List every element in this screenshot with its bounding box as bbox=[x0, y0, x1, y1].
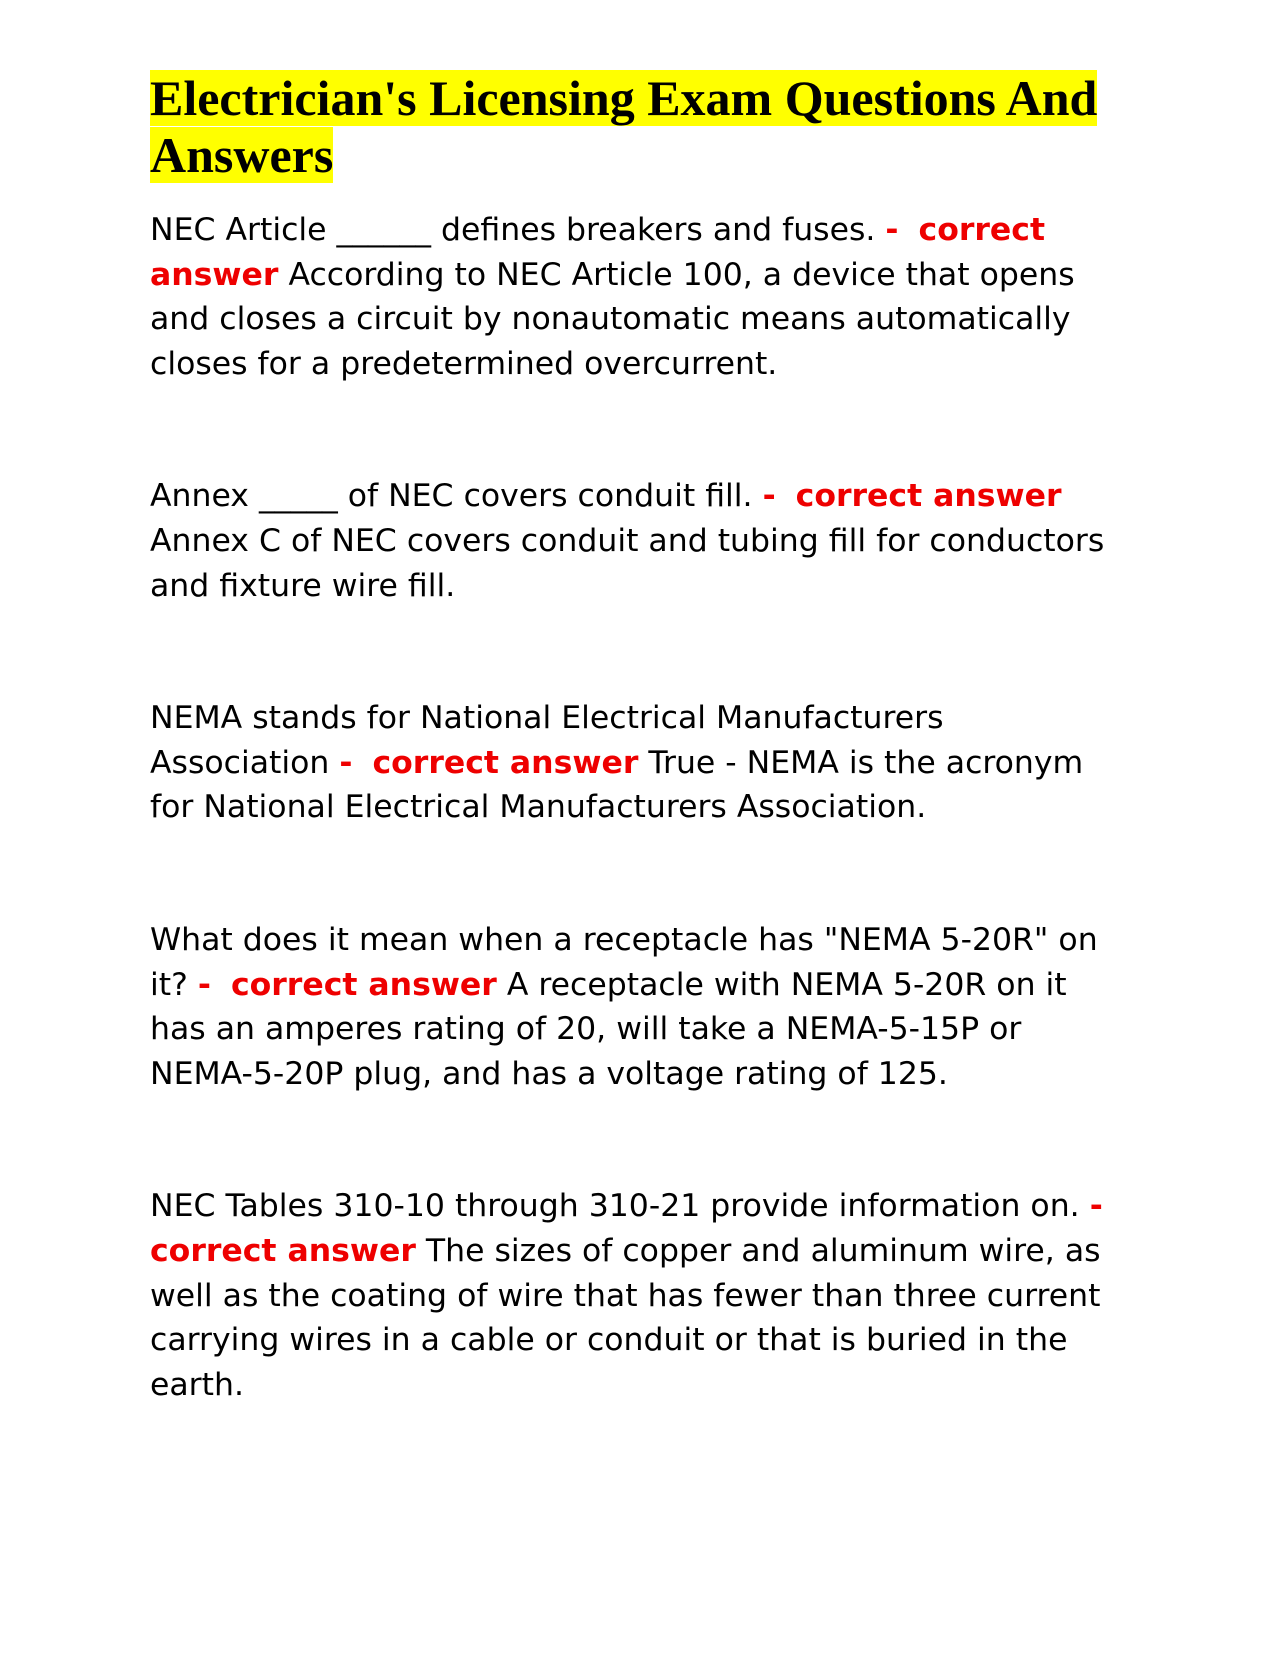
correct-answer-label: correct answer bbox=[230, 966, 497, 1003]
qa-item bbox=[150, 696, 1130, 830]
correct-answer-label: correct answer bbox=[150, 212, 1046, 293]
document-title bbox=[150, 70, 1130, 184]
answer-separator: - bbox=[762, 478, 776, 515]
answer-separator: - bbox=[1089, 1188, 1103, 1225]
answer-text: Annex C of NEC covers conduit and tubing fill for conductors and fixture wire fill. bbox=[150, 522, 1105, 604]
answer-separator: - bbox=[339, 744, 353, 781]
question-text: What does it mean when a receptacle has "NEMA 5-20R" on it? bbox=[150, 921, 1098, 1003]
answer-text: True - NEMA is the acronym for National Electrical Manufacturers Association. bbox=[150, 744, 1084, 826]
document-title-text: Electrician's Licensing Exam Questions And Answers bbox=[150, 70, 1098, 183]
answer-separator: - bbox=[885, 212, 899, 248]
question-text: Annex _____ of NEC covers conduit fill. bbox=[150, 478, 753, 515]
correct-answer-label: correct answer bbox=[150, 1232, 416, 1269]
question-text: NEC Article ______ defines breakers and fuses. bbox=[150, 212, 876, 248]
qa-item bbox=[150, 1184, 1130, 1407]
question-text: NEC Tables 310-10 through 310-21 provide information on. bbox=[150, 1188, 1080, 1225]
qa-item bbox=[150, 208, 1130, 386]
qa-item bbox=[150, 918, 1130, 1096]
qa-list bbox=[150, 208, 1130, 1407]
answer-separator: - bbox=[197, 966, 211, 1003]
answer-text: The sizes of copper and aluminum wire, as well as the coating of wire that has fewer than three current carrying wires in a cable or conduit or that is buried in the earth. bbox=[150, 1232, 1101, 1403]
answer-text: A receptacle with NEMA 5-20R on it has an amperes rating of 20, will take a NEMA-5-15P or NEMA-5-20P plug, and has a voltage rating of 125. bbox=[150, 966, 1067, 1092]
correct-answer-label: correct answer bbox=[795, 478, 1062, 515]
document-content bbox=[150, 70, 1130, 1495]
correct-answer-label: correct answer bbox=[372, 744, 639, 781]
qa-item bbox=[150, 474, 1130, 608]
answer-text: According to NEC Article 100, a device that opens and closes a circuit by nonautomatic means automatically closes for a predetermined overcurrent. bbox=[150, 256, 1075, 382]
question-text: NEMA stands for National Electrical Manufacturers Association bbox=[150, 700, 944, 781]
